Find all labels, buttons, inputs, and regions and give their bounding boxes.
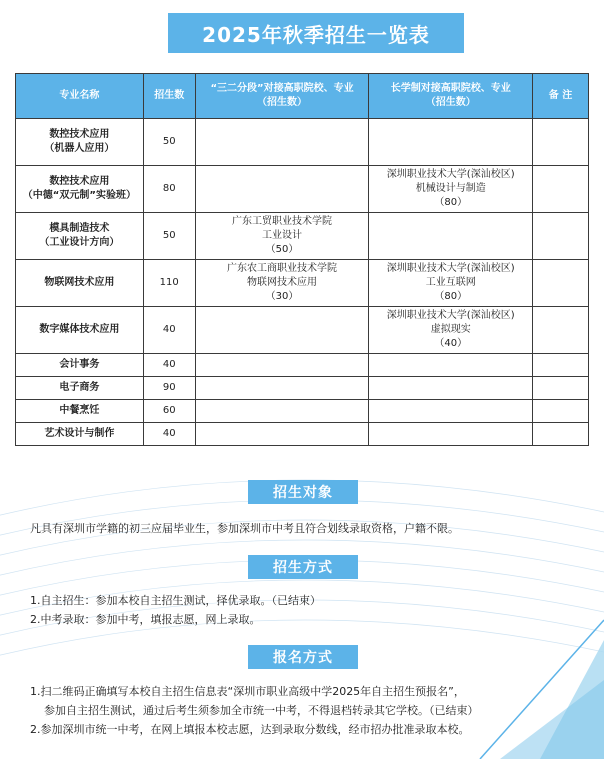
cell-count: 40 xyxy=(143,423,195,446)
cell-count: 40 xyxy=(143,354,195,377)
cell-note xyxy=(533,213,589,260)
signup-text-2: 参加自主招生测试，通过后考生须参加全市统一中考，不得退档转录其它学校。（已结束） xyxy=(44,704,479,717)
cell-sanfen xyxy=(195,400,369,423)
page-title: 2025年秋季招生一览表 xyxy=(168,13,464,53)
cell-note xyxy=(533,400,589,423)
cell-major: 物联网技术应用 xyxy=(16,260,144,307)
section-title-method: 招生方式 xyxy=(248,555,358,579)
header-changxue: 长学制对接高职院校、专业 （招生数） xyxy=(369,74,533,119)
cell-changxue xyxy=(369,213,533,260)
cell-changxue xyxy=(369,354,533,377)
table-row xyxy=(16,119,589,166)
cell-changxue xyxy=(369,400,533,423)
cell-count: 60 xyxy=(143,400,195,423)
cell-major: 模具制造技术 （工业设计方向） xyxy=(16,213,144,260)
table-row xyxy=(16,400,589,423)
cell-note xyxy=(533,354,589,377)
cell-sanfen xyxy=(195,423,369,446)
target-text: 凡具有深圳市学籍的初三应届毕业生，参加深圳市中考且符合划线录取资格，户籍不限。 xyxy=(30,522,459,535)
header-count: 招生数 xyxy=(143,74,195,119)
cell-note xyxy=(533,119,589,166)
cell-note xyxy=(533,260,589,307)
cell-major: 数控技术应用 （机器人应用） xyxy=(16,119,144,166)
section-title-target: 招生对象 xyxy=(248,480,358,504)
cell-note xyxy=(533,377,589,400)
cell-count: 90 xyxy=(143,377,195,400)
cell-sanfen: 广东农工商职业技术学院 物联网技术应用 （30） xyxy=(195,260,369,307)
cell-changxue: 深圳职业技术大学(深汕校区) 机械设计与制造 （80） xyxy=(369,166,533,213)
cell-note xyxy=(533,166,589,213)
header-note: 备 注 xyxy=(533,74,589,119)
cell-major: 中餐烹饪 xyxy=(16,400,144,423)
cell-note xyxy=(533,307,589,354)
cell-changxue xyxy=(369,119,533,166)
cell-major: 数控技术应用 （中德“双元制”实验班） xyxy=(16,166,144,213)
signup-text-3: 2.参加深圳市统一中考，在网上填报本校志愿，达到录取分数线，经市招办批准录取本校。 xyxy=(30,723,470,736)
cell-major: 电子商务 xyxy=(16,377,144,400)
table-row xyxy=(16,423,589,446)
cell-note xyxy=(533,423,589,446)
cell-count: 40 xyxy=(143,307,195,354)
admission-table xyxy=(15,73,589,446)
section-title-signup: 报名方式 xyxy=(248,645,358,669)
table-row xyxy=(16,377,589,400)
header-sanfen: “三二分段”对接高职院校、专业 （招生数） xyxy=(195,74,369,119)
cell-sanfen xyxy=(195,307,369,354)
cell-changxue xyxy=(369,377,533,400)
method-text-1: 1.自主招生：参加本校自主招生测试，择优录取。（已结束） xyxy=(30,594,321,607)
cell-major: 会计事务 xyxy=(16,354,144,377)
cell-major: 艺术设计与制作 xyxy=(16,423,144,446)
cell-sanfen xyxy=(195,377,369,400)
cell-count: 80 xyxy=(143,166,195,213)
cell-count: 50 xyxy=(143,213,195,260)
table-row xyxy=(16,213,589,260)
table-row xyxy=(16,307,589,354)
cell-sanfen xyxy=(195,166,369,213)
table-row xyxy=(16,260,589,307)
signup-text-1: 1.扫二维码正确填写本校自主招生信息表“深圳市职业高级中学2025年自主招生预报名”， xyxy=(30,685,465,698)
cell-sanfen: 广东工贸职业技术学院 工业设计 （50） xyxy=(195,213,369,260)
cell-sanfen xyxy=(195,354,369,377)
cell-major: 数字媒体技术应用 xyxy=(16,307,144,354)
method-text-2: 2.中考录取：参加中考，填报志愿，网上录取。 xyxy=(30,613,261,626)
table-row xyxy=(16,354,589,377)
header-major: 专业名称 xyxy=(16,74,144,119)
cell-count: 110 xyxy=(143,260,195,307)
cell-changxue: 深圳职业技术大学(深汕校区) 虚拟现实 （40） xyxy=(369,307,533,354)
cell-count: 50 xyxy=(143,119,195,166)
cell-changxue: 深圳职业技术大学(深汕校区) 工业互联网 （80） xyxy=(369,260,533,307)
cell-sanfen xyxy=(195,119,369,166)
table-row xyxy=(16,166,589,213)
table-header-row xyxy=(16,74,589,119)
cell-changxue xyxy=(369,423,533,446)
